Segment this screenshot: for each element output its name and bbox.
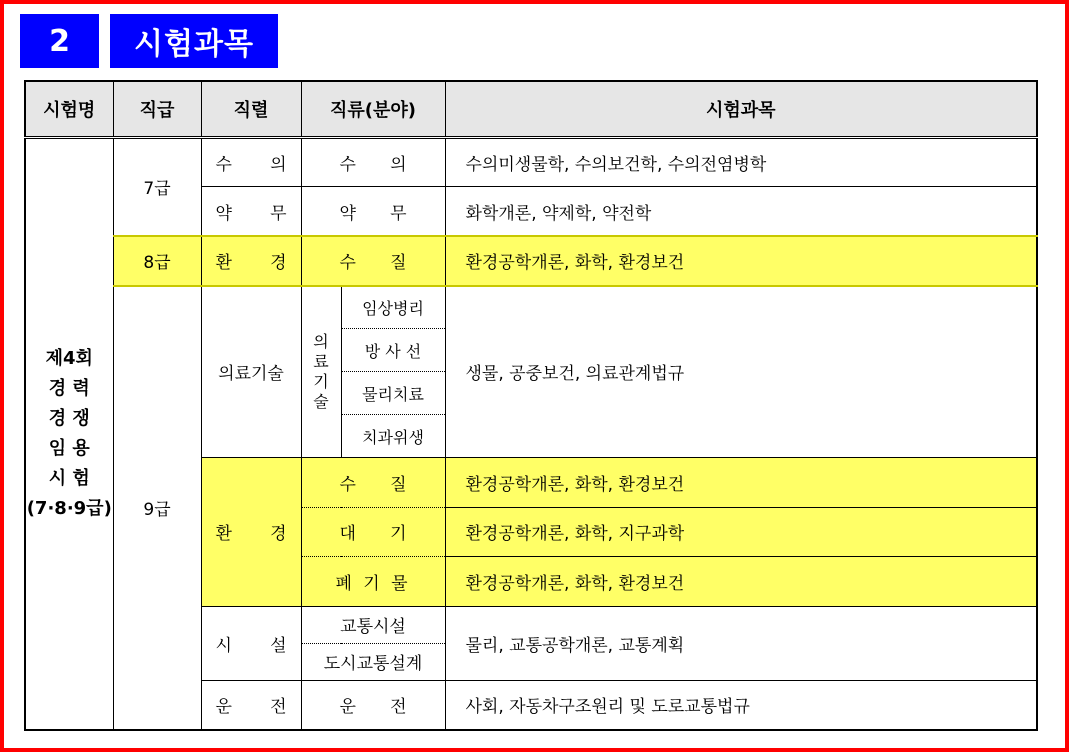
header-field: 직류(분야) bbox=[301, 81, 445, 137]
field-group-cell: 의 료 기 술 bbox=[301, 286, 341, 458]
exam-name-line: 경 쟁 bbox=[48, 407, 90, 429]
field-cell: 방 사 선 bbox=[341, 329, 445, 372]
exam-name-cell bbox=[25, 137, 113, 730]
field-cell: 운 전 bbox=[301, 680, 445, 730]
field-cell: 도시교통설계 bbox=[301, 643, 445, 680]
table-row bbox=[25, 286, 1037, 329]
exam-name-line: (7·8·9급) bbox=[26, 497, 112, 519]
grade-cell-9: 9급 bbox=[113, 286, 201, 730]
subjects-cell: 화학개론, 약제학, 약전학 bbox=[445, 187, 1037, 237]
field-cell: 폐 기 물 bbox=[301, 557, 445, 607]
subjects-cell: 환경공학개론, 화학, 환경보건 bbox=[445, 557, 1037, 607]
exam-name-line: 시 험 bbox=[48, 467, 90, 489]
subjects-cell: 환경공학개론, 화학, 환경보건 bbox=[445, 236, 1037, 286]
series-cell: 환 경 bbox=[201, 458, 301, 607]
field-cell: 수 질 bbox=[301, 458, 445, 508]
exam-subjects-table bbox=[24, 80, 1038, 731]
table-row-highlighted bbox=[25, 236, 1037, 286]
subjects-cell: 환경공학개론, 화학, 환경보건 bbox=[445, 458, 1037, 508]
subjects-cell: 사회, 자동차구조원리 및 도로교통법규 bbox=[445, 680, 1037, 730]
field-cell: 임상병리 bbox=[341, 286, 445, 329]
exam-name-line: 경 력 bbox=[48, 377, 90, 399]
field-cell: 대 기 bbox=[301, 507, 445, 557]
section-number-badge: 2 bbox=[20, 14, 99, 68]
field-cell: 수 의 bbox=[301, 137, 445, 187]
series-cell: 환 경 bbox=[201, 236, 301, 286]
field-cell: 약 무 bbox=[301, 187, 445, 237]
grade-cell-8: 8급 bbox=[113, 236, 201, 286]
subjects-cell: 물리, 교통공학개론, 교통계획 bbox=[445, 606, 1037, 680]
section-title-badge: 시험과목 bbox=[110, 14, 278, 68]
series-cell: 약 무 bbox=[201, 187, 301, 237]
subjects-cell: 수의미생물학, 수의보건학, 수의전염병학 bbox=[445, 137, 1037, 187]
subjects-cell: 환경공학개론, 화학, 지구과학 bbox=[445, 507, 1037, 557]
exam-name-line: 임 용 bbox=[48, 437, 90, 459]
header-grade: 직급 bbox=[113, 81, 201, 137]
series-cell: 시 설 bbox=[201, 606, 301, 680]
exam-name-line: 제4회 bbox=[45, 347, 93, 369]
grade-cell-7: 7급 bbox=[113, 137, 201, 236]
series-cell: 의료기술 bbox=[201, 286, 301, 458]
header-exam-name: 시험명 bbox=[25, 81, 113, 137]
series-cell: 수 의 bbox=[201, 137, 301, 187]
field-cell: 물리치료 bbox=[341, 372, 445, 415]
table-row bbox=[25, 137, 1037, 187]
field-cell: 수 질 bbox=[301, 236, 445, 286]
field-cell: 교통시설 bbox=[301, 606, 445, 643]
field-cell: 치과위생 bbox=[341, 415, 445, 458]
header-subjects: 시험과목 bbox=[445, 81, 1037, 137]
table-header-row bbox=[25, 81, 1037, 137]
header-series: 직렬 bbox=[201, 81, 301, 137]
series-cell: 운 전 bbox=[201, 680, 301, 730]
subjects-cell: 생물, 공중보건, 의료관계법규 bbox=[445, 286, 1037, 458]
